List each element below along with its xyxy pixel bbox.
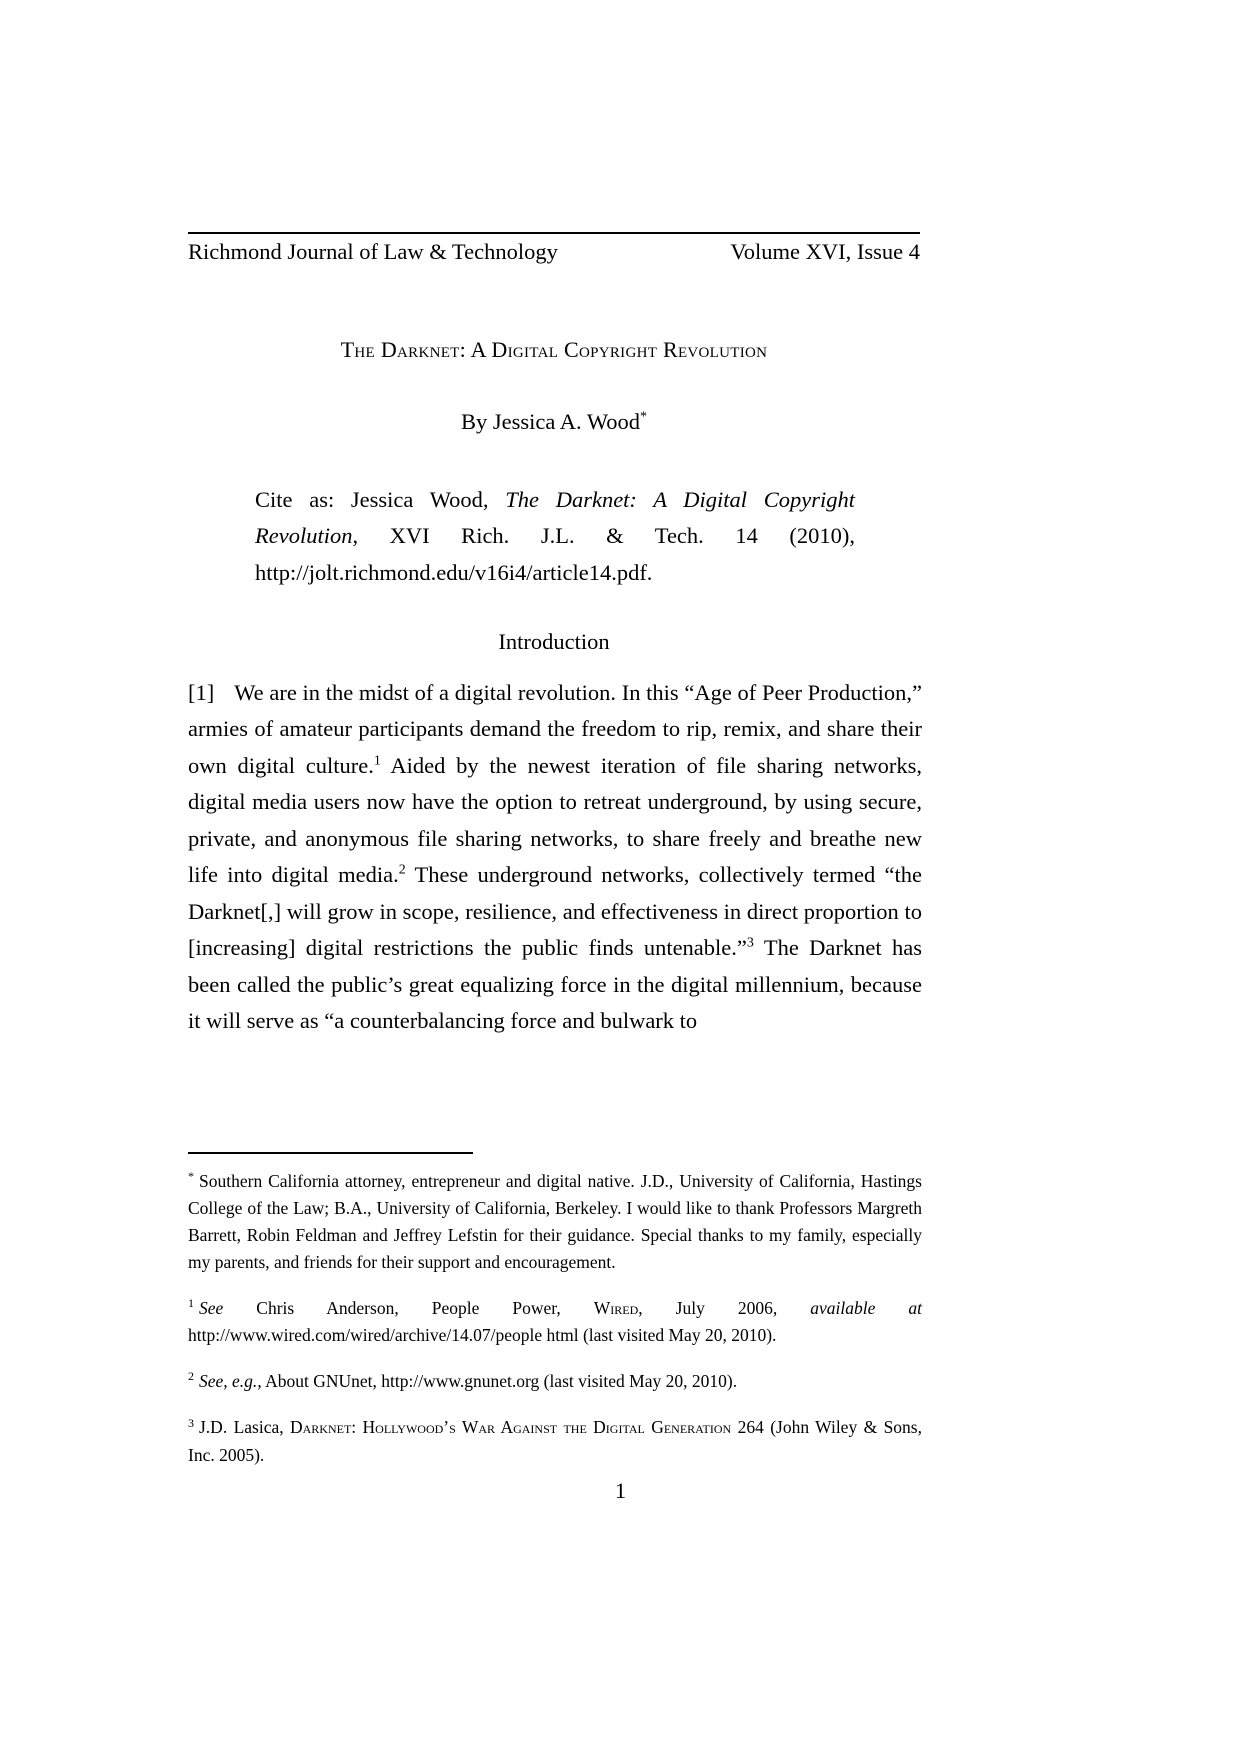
footnote-text: , About GNUnet, http://www.gnunet.org (last visited May 20, 2010). bbox=[257, 1371, 738, 1392]
byline bbox=[188, 407, 920, 436]
body-segment-3: These underground networks, collectively termed “the Darknet[,] will grow in scope, resilience, and effectiveness in direct proportion to [increasing] digital restrictions the public finds untenable.” bbox=[188, 862, 922, 961]
header-row bbox=[188, 239, 920, 265]
footnote-area bbox=[188, 1152, 922, 1469]
citation-italic-title: The Darknet: A Digital Copyright Revolution bbox=[255, 487, 855, 549]
header-divider bbox=[188, 232, 920, 234]
author-name: By Jessica A. Wood bbox=[461, 408, 641, 434]
body-paragraph bbox=[188, 675, 922, 1039]
footnote-text: J.D. Lasica, bbox=[199, 1417, 290, 1438]
footnote-3 bbox=[188, 1414, 922, 1468]
footnote-signal: See bbox=[199, 1298, 224, 1318]
footnote-source: Wired bbox=[593, 1298, 639, 1318]
citation-prefix: Cite as: Jessica Wood, bbox=[255, 487, 506, 512]
volume-issue: Volume XVI, Issue 4 bbox=[730, 239, 920, 264]
byline-footnote-marker: * bbox=[640, 409, 647, 425]
footnote-source: Darknet: Hollywood’s War Against the Digital Generation bbox=[290, 1417, 732, 1438]
footnote-text: Chris Anderson, People Power, bbox=[223, 1298, 594, 1318]
page-number: 1 bbox=[614, 1478, 627, 1503]
section-heading: Introduction bbox=[498, 629, 610, 654]
footnote-ref-2[interactable]: 2 bbox=[398, 862, 406, 878]
body-segment-4: The Darknet has been called the public’s great equalizing force in the digital millennium, because it will serve as “a counterbalancing force and bulwark to bbox=[188, 935, 922, 1033]
footnote-marker: 2 bbox=[188, 1369, 194, 1384]
footnote-2 bbox=[188, 1368, 922, 1395]
footnote-text: Southern California attorney, entrepreneur and digital native. J.D., University of California, Hastings College of the Law; B.A., University of California, Berkeley. I would like to thank Professors Margreth Barrett, Robin Feldman and Jeffrey Lefstin for their guidance. Special thanks to my family, especially my parents, and friends for their support and encouragement. bbox=[188, 1170, 922, 1272]
body-segment-1: We are in the midst of a digital revolution. In this “Age of Peer Production,” armies of amateur participants demand the freedom to rip, remix, and share their own digital culture. bbox=[188, 680, 922, 778]
footnote-ref-1[interactable]: 1 bbox=[373, 753, 381, 769]
footnote-text-2: 264 (John Wiley & Sons, Inc. 2005). bbox=[188, 1417, 922, 1465]
footnote-available-at: available at bbox=[810, 1298, 922, 1318]
page-title: The Darknet: A Digital Copyright Revolution bbox=[340, 337, 768, 362]
footnote-marker: 3 bbox=[188, 1415, 194, 1430]
citation-suffix: , XVI Rich. J.L. & Tech. 14 (2010), http://jolt.richmond.edu/v16i4/article14.pdf. bbox=[255, 523, 855, 585]
citation-block bbox=[255, 482, 855, 591]
footnote-ref-3[interactable]: 3 bbox=[746, 935, 754, 951]
footnote-star bbox=[188, 1168, 922, 1277]
footnote-text-2: , July 2006, bbox=[638, 1298, 811, 1318]
running-header bbox=[188, 232, 920, 265]
footnote-marker: 1 bbox=[188, 1296, 194, 1311]
footnote-divider bbox=[188, 1152, 473, 1154]
footnote-signal: See, e.g. bbox=[199, 1371, 258, 1392]
journal-name: Richmond Journal of Law & Technology bbox=[188, 239, 558, 264]
footnote-url: http://www.wired.com/wired/archive/14.07/people html (last visited May 20, 2010). bbox=[188, 1325, 777, 1346]
footnote-marker: * bbox=[188, 1168, 194, 1183]
title-block bbox=[188, 336, 920, 436]
paragraph-number: [1] bbox=[188, 680, 215, 705]
body-segment-2: Aided by the newest iteration of file sharing networks, digital media users now have the option to retreat underground, by using secure, private, and anonymous file sharing networks, to share freely and breathe new life into digital media. bbox=[188, 752, 922, 888]
footnote-1 bbox=[188, 1295, 922, 1349]
